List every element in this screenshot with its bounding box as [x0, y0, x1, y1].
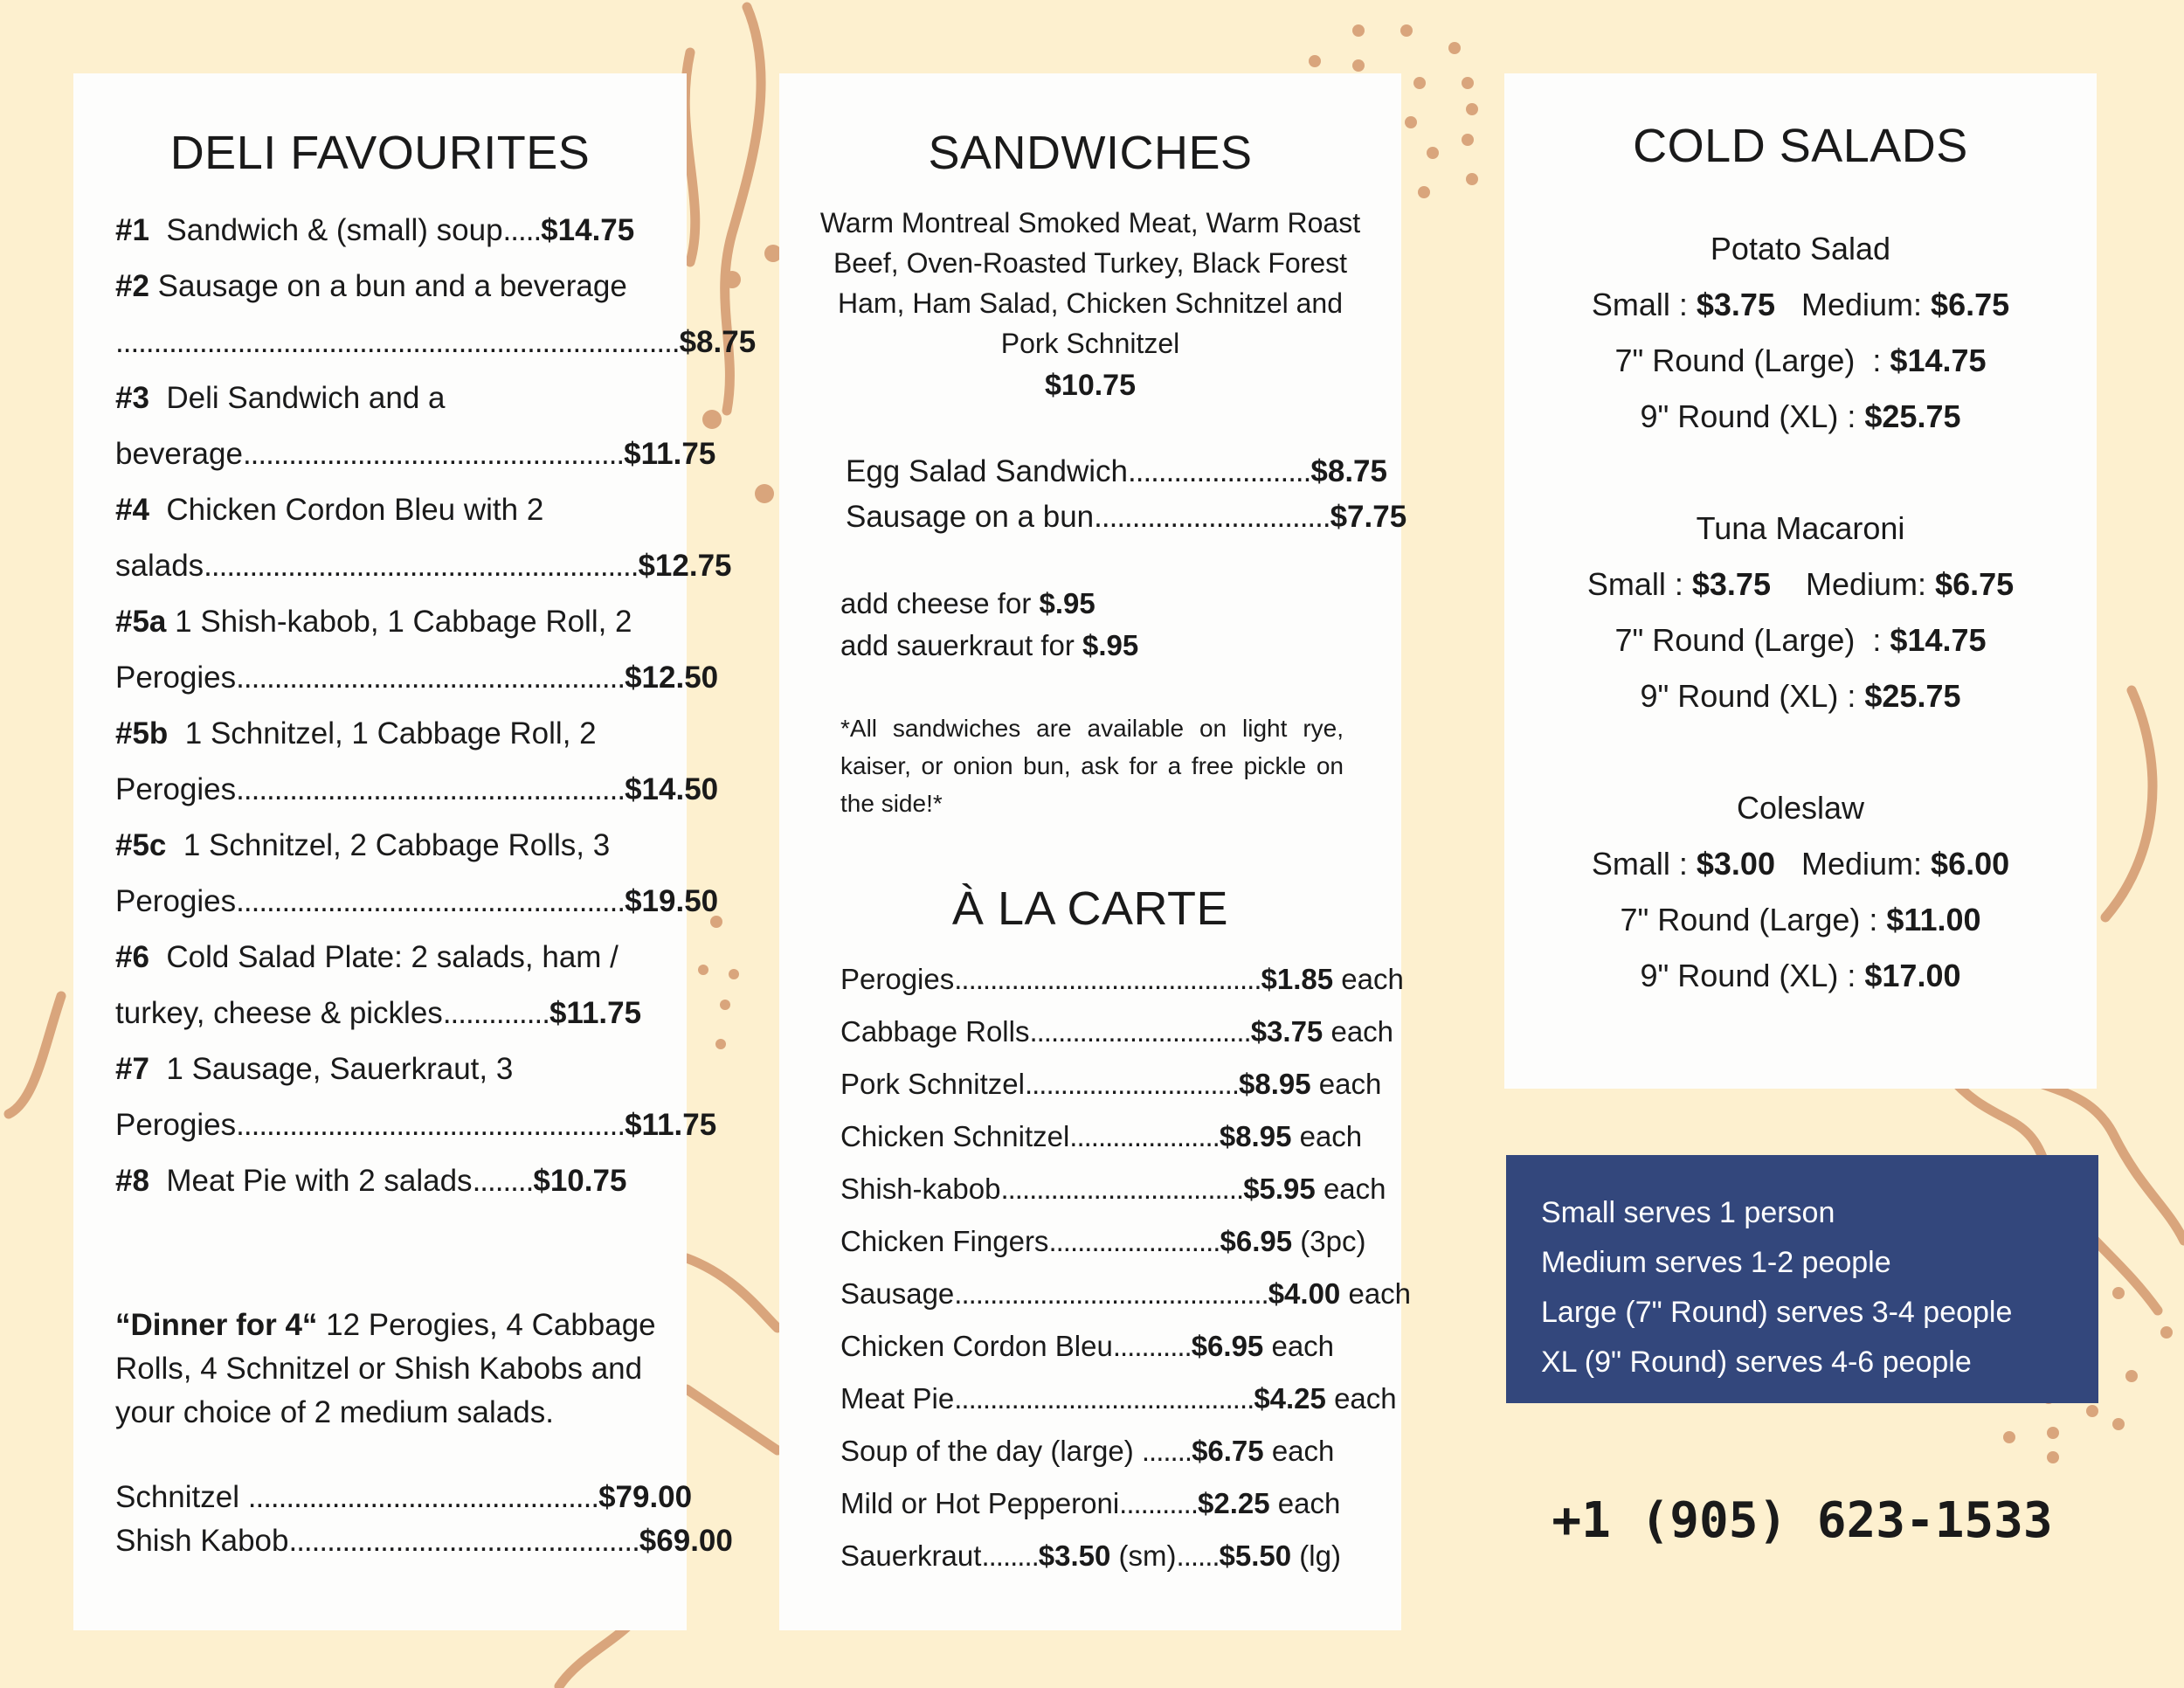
deli-line	[115, 437, 715, 472]
size-price: $11.00	[1886, 902, 1981, 937]
sandwich-price: $10.75	[1045, 369, 1136, 402]
salad-name: Coleslaw	[1736, 790, 1865, 826]
dot-leader: ...................................................	[236, 884, 625, 918]
a-la-carte-item	[840, 1225, 1365, 1258]
deli-line	[115, 1108, 716, 1143]
sandwiches-title: SANDWICHES	[928, 127, 1253, 179]
item-price: $11.75	[624, 437, 716, 471]
item-number: #5b	[115, 716, 169, 751]
deli-line	[115, 716, 597, 751]
deli-line	[115, 661, 718, 695]
deli-line	[115, 884, 718, 919]
item-text: 1 Schnitzel, 1 Cabbage Roll, 2	[168, 716, 597, 751]
dinner-item	[115, 1524, 733, 1559]
item-price: $5.95	[1243, 1173, 1316, 1205]
item-text: Shish Kabob	[115, 1524, 289, 1558]
item-text: Chicken Cordon Bleu with 2	[149, 493, 544, 527]
item-price: $4.25	[1254, 1382, 1326, 1415]
item-suffix: each	[1263, 1330, 1335, 1362]
dot-leader: ..................................	[1000, 1173, 1244, 1205]
salad-price-row	[1504, 622, 2097, 659]
deli-line	[115, 828, 610, 863]
size-label: 9" Round (XL) :	[1640, 398, 1865, 434]
deli-line	[115, 325, 756, 360]
salad-name: Tuna Macaroni	[1696, 510, 1905, 546]
item-number: #5c	[115, 828, 167, 862]
dot-leader: ..............................................	[288, 1524, 639, 1558]
item-price: $14.75	[541, 213, 635, 247]
item-text: Egg Salad Sandwich	[846, 454, 1128, 488]
deli-line	[115, 493, 543, 528]
addon-price: $.95	[1039, 587, 1095, 619]
item-number: #7	[115, 1052, 149, 1086]
item-number: #5a	[115, 605, 167, 639]
item-text: Chicken Cordon Bleu	[840, 1330, 1113, 1362]
cold-salads-title: COLD SALADS	[1633, 120, 1968, 172]
item-text: Meat Pie with 2 salads	[149, 1164, 473, 1198]
item-price: $8.75	[1310, 454, 1387, 488]
dot-leader: ..............	[442, 996, 549, 1030]
item-text: Mild or Hot Pepperoni	[840, 1487, 1120, 1519]
a-la-carte-item	[840, 1330, 1334, 1363]
item-suffix: each	[1269, 1487, 1341, 1519]
deli-favourites-panel	[73, 73, 757, 1630]
serving-size-line: XL (9" Round) serves 4-6 people	[1541, 1346, 1972, 1379]
item-suffix: each	[1263, 1435, 1335, 1467]
item-text: Sausage on a bun	[846, 500, 1095, 534]
item-text: Perogies	[115, 1108, 237, 1142]
deli-line	[115, 772, 718, 807]
item-suffix: each	[1340, 1277, 1412, 1310]
item-price: $6.95	[1191, 1330, 1264, 1362]
item-price: $10.75	[533, 1164, 627, 1198]
item-price: $19.50	[625, 884, 719, 918]
item-text: turkey, cheese & pickles	[115, 996, 443, 1030]
item-text: Shish-kabob	[840, 1173, 1001, 1205]
dot-leader: ...........	[1119, 1487, 1199, 1519]
size-price: $14.75	[1890, 622, 1987, 658]
item-text: Perogies	[115, 772, 237, 806]
salad-price-row	[1504, 902, 2097, 938]
addon-text: add sauerkraut for	[840, 629, 1082, 661]
deli-line	[115, 381, 445, 416]
dot-leader: ...........	[1112, 1330, 1192, 1362]
sandwich-item	[846, 454, 1387, 489]
dinner-for-4	[115, 1304, 666, 1435]
item-suffix: each	[1323, 1015, 1394, 1048]
size-price: $14.75	[1890, 342, 1987, 378]
addon-item	[840, 587, 1095, 620]
addon-text: add cheese for	[840, 587, 1040, 619]
a-la-carte-item	[840, 1487, 1340, 1520]
size-price: $25.75	[1864, 678, 1961, 714]
item-price: $8.95	[1239, 1068, 1311, 1100]
size-label: Medium:	[1774, 846, 1932, 882]
item-text: 1 Schnitzel, 2 Cabbage Rolls, 3	[166, 828, 611, 862]
item-text: Meat Pie	[840, 1382, 955, 1415]
item-price: $8.75	[679, 325, 757, 359]
dot-leader: ...............................	[1029, 1015, 1251, 1048]
size-label: 7" Round (Large) :	[1614, 622, 1890, 658]
salad-price-row	[1504, 342, 2097, 379]
dot-leader: ........	[981, 1539, 1039, 1572]
dot-leader: ...........................................	[954, 963, 1261, 995]
size-label: 7" Round (Large) :	[1620, 902, 1887, 937]
dot-leader: ..............................................	[247, 1480, 599, 1514]
cold-salads-panel	[1504, 73, 2097, 1089]
item-suffix: each	[1310, 1068, 1382, 1100]
deli-line	[115, 1164, 626, 1199]
item-price: $5.50	[1219, 1539, 1292, 1572]
size-price: $6.75	[1931, 287, 2010, 322]
size-label: 9" Round (XL) :	[1640, 678, 1865, 714]
deli-line	[115, 1052, 513, 1087]
serving-sizes-box	[1506, 1155, 2098, 1403]
size-price: $25.75	[1864, 398, 1961, 434]
serving-size-line: Large (7" Round) serves 3-4 people	[1541, 1296, 2013, 1329]
dot-leader: .........................................................	[204, 549, 639, 583]
size-price: $3.75	[1696, 287, 1775, 322]
item-price: $7.75	[1330, 500, 1407, 534]
a-la-carte-item	[840, 963, 1404, 996]
sandwich-description: Warm Montreal Smoked Meat, Warm Roast Beef, Oven-Roasted Turkey, Black Forest Ham, Ham Salad, Chicken Schnitzel and Pork Schnitzel	[819, 207, 1361, 359]
a-la-carte-item	[840, 1382, 1397, 1415]
item-price: $3.50	[1038, 1539, 1111, 1572]
item-text: Cold Salad Plate: 2 salads, ham /	[149, 940, 619, 974]
item-suffix: each	[1333, 963, 1404, 995]
a-la-carte-item	[840, 1068, 1381, 1101]
deli-line	[115, 549, 732, 584]
dot-leader: ..........................................	[954, 1382, 1254, 1415]
item-text: Cabbage Rolls	[840, 1015, 1030, 1048]
item-text: Chicken Schnitzel	[840, 1120, 1070, 1152]
dot-leader: ......	[1176, 1539, 1220, 1572]
size-label: Medium:	[1774, 287, 1932, 322]
item-price: $2.25	[1198, 1487, 1270, 1519]
salad-price-row	[1504, 678, 2097, 715]
salad-name: Potato Salad	[1710, 231, 1891, 266]
a-la-carte-item	[840, 1120, 1362, 1153]
deli-line	[115, 940, 619, 975]
item-text: Sausage	[840, 1277, 955, 1310]
dinner-text: 12 Perogies, 4 Cabbage Rolls, 4 Schnitzel or Shish Kabobs and your choice of 2 medium salads.	[115, 1308, 656, 1429]
deli-line	[115, 996, 641, 1031]
a-la-carte-item	[840, 1539, 1341, 1573]
size-price: $3.75	[1691, 566, 1771, 602]
item-text: Pork Schnitzel	[840, 1068, 1025, 1100]
item-text: Perogies	[840, 963, 955, 995]
salad-price-row	[1504, 398, 2097, 435]
item-price: $3.75	[1250, 1015, 1324, 1048]
item-price: $79.00	[598, 1480, 693, 1514]
size-label: 7" Round (Large) :	[1614, 342, 1890, 378]
sandwich-item	[846, 500, 1406, 535]
item-text: Perogies	[115, 884, 237, 918]
item-text: salads	[115, 549, 204, 583]
item-price: $12.50	[625, 661, 719, 695]
deli-line	[115, 269, 627, 304]
dot-leader: ...................................................	[236, 661, 625, 695]
item-text: Chicken Fingers	[840, 1225, 1049, 1257]
dot-leader: ...................................................	[236, 772, 625, 806]
item-price: $6.95	[1220, 1225, 1293, 1257]
a-la-carte-item	[840, 1015, 1393, 1048]
salad-price-row	[1504, 958, 2097, 994]
size-label: Small :	[1586, 566, 1692, 602]
dot-leader: .....	[502, 213, 542, 247]
serving-size-line: Small serves 1 person	[1541, 1196, 1835, 1229]
item-price: $1.85	[1261, 963, 1334, 995]
item-text: 1 Sausage, Sauerkraut, 3	[149, 1052, 514, 1086]
deli-line	[115, 213, 634, 248]
item-text: 1 Shish-kabob, 1 Cabbage Roll, 2	[166, 605, 632, 639]
item-number: #6	[115, 940, 149, 974]
item-text: Sausage on a bun and a beverage	[149, 269, 627, 303]
item-suffix: each	[1291, 1120, 1363, 1152]
item-price: $11.75	[625, 1108, 717, 1142]
item-suffix: (lg)	[1291, 1539, 1341, 1572]
item-price: $11.75	[549, 996, 642, 1030]
item-number: #1	[115, 213, 149, 247]
size-price: $17.00	[1864, 958, 1961, 993]
item-suffix: (3pc)	[1292, 1225, 1366, 1257]
item-price: $8.95	[1219, 1120, 1292, 1152]
dinner-item	[115, 1480, 692, 1515]
salad-price-row	[1504, 566, 2097, 603]
item-suffix: (sm)	[1110, 1539, 1177, 1572]
addon-item	[840, 629, 1138, 662]
dot-leader: ........................	[1128, 454, 1311, 488]
size-label: Small :	[1591, 846, 1697, 882]
dot-leader: ...................................................	[236, 1108, 625, 1142]
size-label: Medium:	[1770, 566, 1936, 602]
item-price: $6.75	[1192, 1435, 1264, 1467]
size-label: 9" Round (XL) :	[1640, 958, 1865, 993]
dinner-bold: “Dinner for 4“	[115, 1308, 318, 1342]
deli-line	[115, 605, 632, 640]
item-price: $4.00	[1268, 1277, 1341, 1310]
a-la-carte-title: À LA CARTE	[951, 882, 1229, 935]
size-label: Small :	[1591, 287, 1697, 322]
size-price: $3.00	[1696, 846, 1775, 882]
size-price: $6.75	[1935, 566, 2015, 602]
item-text: Schnitzel	[115, 1480, 248, 1514]
dot-leader: ........	[472, 1164, 534, 1198]
item-price: $14.50	[625, 772, 719, 806]
item-text: beverage	[115, 437, 243, 471]
dot-leader: ........................	[1048, 1225, 1220, 1257]
phone-number: +1 (905) 623-1533	[1552, 1492, 2053, 1549]
item-text: Sauerkraut	[840, 1539, 982, 1572]
sandwich-note: *All sandwiches are available on light rye, kaiser, or onion bun, ask for a free pickle on the side!*	[840, 715, 1344, 817]
item-number: #3	[115, 381, 149, 415]
dot-leader: .....................	[1069, 1120, 1220, 1152]
dot-leader: ...............................	[1094, 500, 1330, 534]
dot-leader: .......	[1141, 1435, 1192, 1467]
dot-leader: ............................................	[954, 1277, 1268, 1310]
addon-price: $.95	[1082, 629, 1139, 661]
item-price: $12.75	[638, 549, 732, 583]
serving-size-line: Medium serves 1-2 people	[1541, 1246, 1891, 1279]
item-suffix: each	[1315, 1173, 1386, 1205]
a-la-carte-item	[840, 1435, 1334, 1468]
dot-leader: ..................................................	[242, 437, 625, 471]
dot-leader: ..........................................................................	[115, 325, 680, 359]
item-suffix: each	[1325, 1382, 1397, 1415]
sandwiches-panel	[779, 73, 1412, 1630]
salad-price-row	[1504, 846, 2097, 882]
item-text: Sandwich & (small) soup	[149, 213, 503, 247]
item-price: $69.00	[639, 1524, 733, 1558]
item-number: #4	[115, 493, 149, 527]
salad-price-row	[1504, 287, 2097, 323]
a-la-carte-item	[840, 1277, 1411, 1311]
item-text: Perogies	[115, 661, 237, 695]
item-text: Deli Sandwich and a	[149, 381, 446, 415]
dot-leader: ..............................	[1024, 1068, 1239, 1100]
item-text: Soup of the day (large)	[840, 1435, 1142, 1467]
item-number: #2	[115, 269, 149, 303]
item-number: #8	[115, 1164, 149, 1198]
deli-title: DELI FAVOURITES	[169, 127, 591, 179]
a-la-carte-item	[840, 1173, 1386, 1206]
size-price: $6.00	[1931, 846, 2010, 882]
